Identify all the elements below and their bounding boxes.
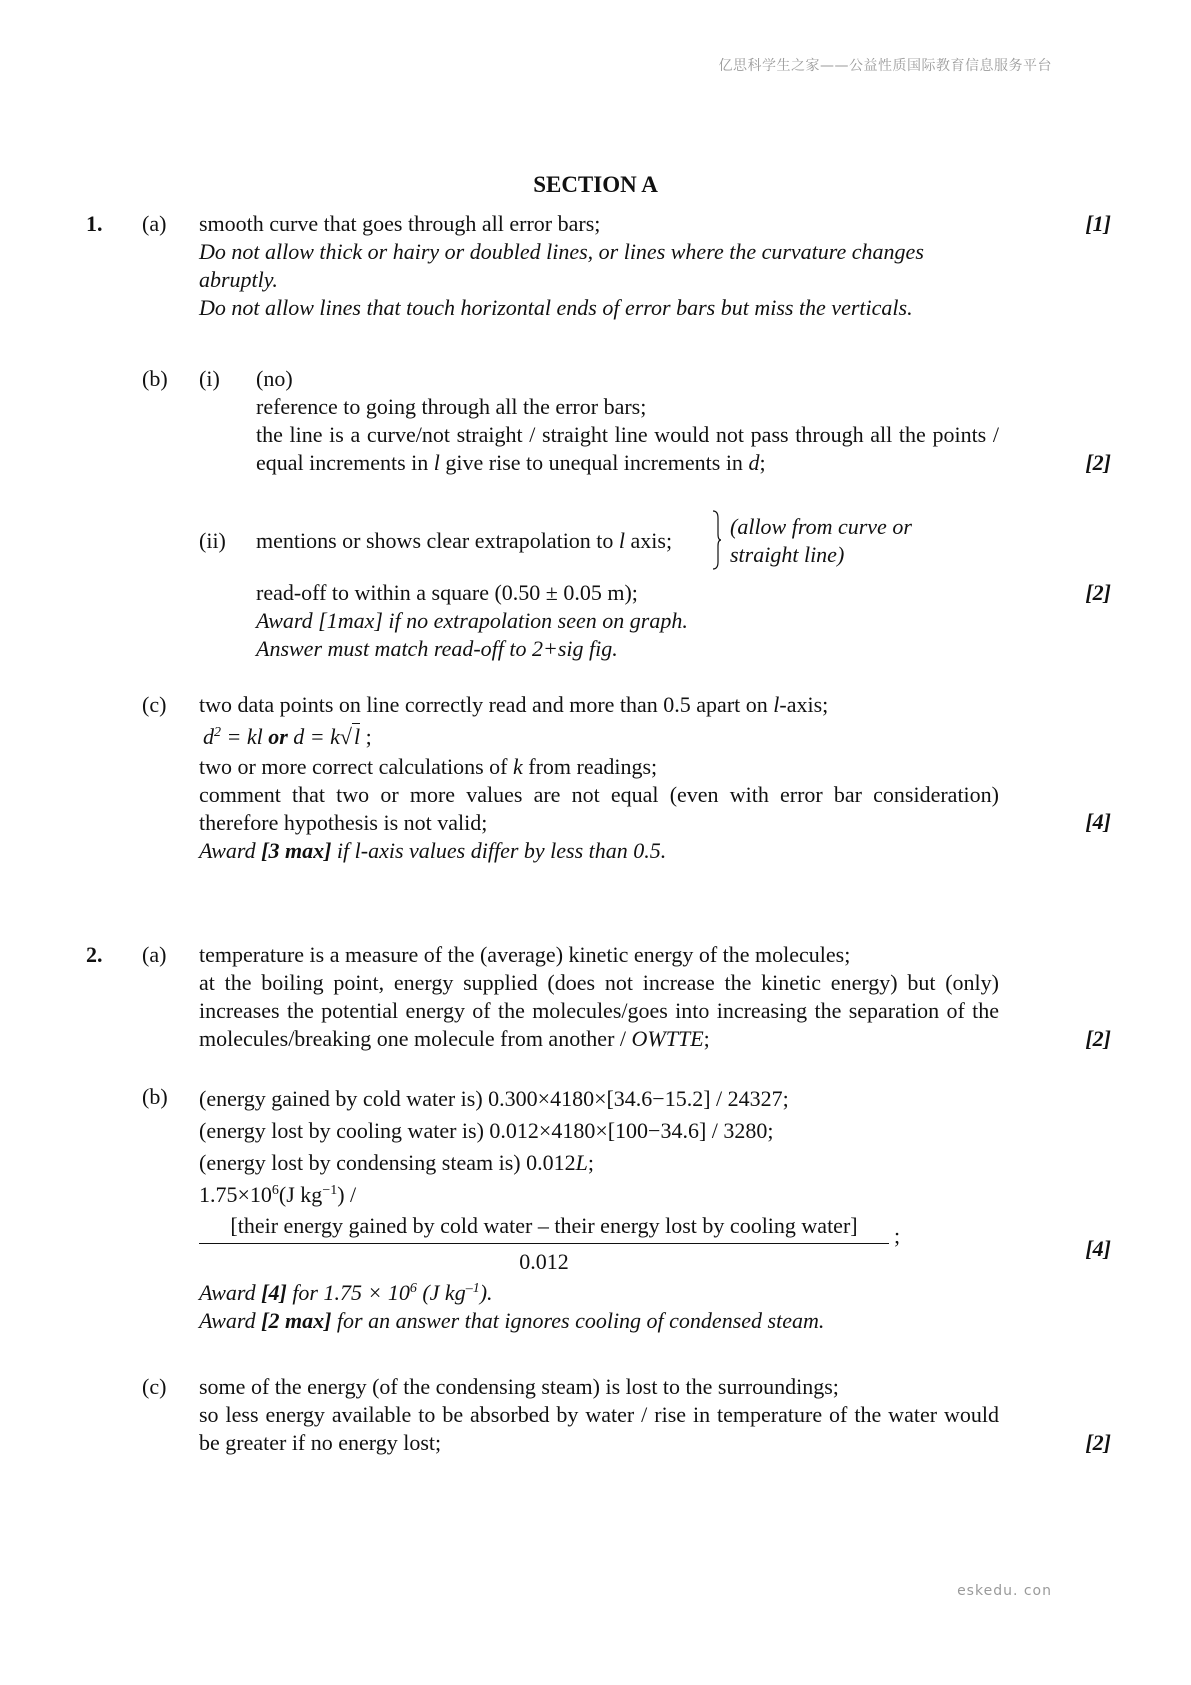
q1bii-brace-note-line2: straight line) bbox=[730, 542, 845, 567]
q1bii-line2: read-off to within a square (0.50 ± 0.05 m); bbox=[256, 580, 638, 605]
q2b-line4-exp: 6 bbox=[271, 1183, 279, 1198]
q2b-note1-c: for 1.75 × 10 bbox=[286, 1280, 410, 1305]
q1c-note-c: if l-axis values differ by less than 0.5. bbox=[331, 838, 667, 863]
q2a-line2-text: at the boiling point, energy supplied (does not increase the kinetic energy) but (only) increases the potential energy of the molecules/goes into increasing the separation of the molecules/breaking one molecule from another / bbox=[199, 970, 999, 1051]
q1b-i-answer bbox=[256, 365, 999, 477]
q2b-var-L: L bbox=[575, 1150, 588, 1175]
q1-part-a-label: (a) bbox=[142, 211, 167, 236]
q2b-line4-b: (J kg bbox=[278, 1182, 323, 1207]
q1bii-line1-text-a: mentions or shows clear extrapolation to bbox=[256, 528, 619, 553]
q1bi-line1: (no) bbox=[256, 366, 293, 391]
q2b-note2-c: for an answer that ignores cooling of condensed steam. bbox=[331, 1308, 825, 1333]
q1c-mark: [4] bbox=[1085, 809, 1111, 834]
section-title: SECTION A bbox=[533, 172, 658, 197]
q1a-line1: smooth curve that goes through all error bars; bbox=[199, 211, 601, 236]
q2b-note1-a: Award bbox=[199, 1280, 262, 1305]
q2b-line3 bbox=[199, 1147, 999, 1179]
q1-part-a-answer bbox=[199, 210, 999, 322]
q2a-line2 bbox=[199, 969, 999, 1053]
q2c-mark: [2] bbox=[1085, 1430, 1111, 1455]
eq-rest: = kl bbox=[221, 724, 269, 749]
q2b-line4-exp2: −1 bbox=[322, 1183, 338, 1198]
q1bi-var-l: l bbox=[433, 450, 440, 475]
q1c-line3-text-a: two or more correct calculations of bbox=[199, 754, 513, 779]
q2b-answer bbox=[199, 1083, 999, 1211]
q2b-note2-a: Award bbox=[199, 1308, 262, 1333]
q2a-line2-end: ; bbox=[703, 1026, 710, 1051]
q1c-line3-text-b: from readings; bbox=[522, 754, 658, 779]
q2b-line2: (energy lost by cooling water is) 0.012×4180×[100−34.6] / 3280; bbox=[199, 1118, 774, 1143]
q1bii-answer bbox=[256, 579, 999, 663]
q2b-mark: [4] bbox=[1085, 1236, 1111, 1261]
q1bii-brace-note-line1: (allow from curve or bbox=[730, 514, 912, 539]
q2b-note2 bbox=[199, 1307, 999, 1335]
q1bi-mark: [2] bbox=[1085, 450, 1111, 475]
q2b-note1-exp2: –1 bbox=[465, 1281, 480, 1296]
q2b-line4-a: 1.75×10 bbox=[199, 1182, 272, 1207]
q2b-note2-b: [2 max] bbox=[261, 1308, 332, 1333]
q2c-line2: so less energy available to be absorbed by water / rise in temperature of the water would be greater if no energy lost; bbox=[199, 1402, 999, 1455]
eq-d: d bbox=[203, 724, 214, 749]
q1c-line4: comment that two or more values are not equal (even with error bar consideration) therefore hypothesis is not valid; bbox=[199, 782, 999, 835]
q1c-line3 bbox=[199, 753, 999, 781]
q1a-mark: [1] bbox=[1085, 211, 1111, 236]
q2b-note1-exp: 6 bbox=[409, 1281, 417, 1296]
header-watermark: 亿思科学生之家——公益性质国际教育信息服务平台 bbox=[718, 58, 1052, 74]
q1a-note1: Do not allow thick or hairy or doubled lines, or lines where the curvature changes abruptly. bbox=[199, 239, 924, 292]
q2b-line1: (energy gained by cold water is) 0.300×4180×[34.6−15.2] / 24327; bbox=[199, 1086, 789, 1111]
q2c-answer bbox=[199, 1373, 999, 1457]
q2b-note1-d: (J kg bbox=[416, 1280, 466, 1305]
q1c-var-k: k bbox=[512, 754, 523, 779]
q2b-line4-c: ) / bbox=[337, 1182, 357, 1207]
q2b-line3-text-a: (energy lost by condensing steam is) 0.012 bbox=[199, 1150, 576, 1175]
question-number-2: 2. bbox=[86, 942, 103, 967]
q1c-var-l: l bbox=[773, 692, 780, 717]
q1bii-line1-text-b: axis; bbox=[625, 528, 673, 553]
q2b-line4 bbox=[199, 1179, 999, 1211]
q1a-note2: Do not allow lines that touch horizontal ends of error bars but miss the verticals. bbox=[199, 295, 913, 320]
q1bi-var-d: d bbox=[748, 450, 760, 475]
q2b-fraction-end: ; bbox=[894, 1223, 901, 1248]
q1c-equation bbox=[199, 723, 999, 751]
q1-part-c-label: (c) bbox=[142, 692, 167, 717]
q1c-line1-text-b: -axis; bbox=[779, 692, 829, 717]
eq-sqrt-l: l bbox=[354, 724, 361, 749]
q2b-note1-b: [4] bbox=[261, 1280, 287, 1305]
q2a-owtte: OWTTE bbox=[631, 1026, 704, 1051]
question-number-1: 1. bbox=[86, 211, 103, 236]
q1bii-brace-note bbox=[730, 513, 912, 569]
q2b-note1 bbox=[199, 1279, 999, 1307]
q1c-note bbox=[199, 837, 999, 865]
eq-or: or bbox=[268, 724, 288, 749]
q1bii-var-l: l bbox=[618, 528, 626, 553]
q1bi-line3-text-c: ; bbox=[759, 450, 766, 475]
q1c-line1-text-a: two data points on line correctly read and more than 0.5 apart on bbox=[199, 692, 774, 717]
q2b-fraction-bar bbox=[199, 1243, 889, 1244]
eq-exponent: 2 bbox=[214, 725, 221, 740]
q2a-answer bbox=[199, 941, 999, 1053]
q1c-note-b: [3 max] bbox=[261, 838, 332, 863]
q2a-mark: [2] bbox=[1085, 1026, 1111, 1051]
q1c-note-a: Award bbox=[199, 838, 262, 863]
sqrt-sign: √ bbox=[339, 724, 352, 749]
q2b-fraction-denominator: 0.012 bbox=[519, 1249, 569, 1274]
q2c-line1: some of the energy (of the condensing steam) is lost to the surroundings; bbox=[199, 1374, 839, 1399]
eq-d2: d = k bbox=[287, 724, 340, 749]
q1bii-note1: Award [1max] if no extrapolation seen on graph. bbox=[256, 608, 688, 633]
q1b-sub-ii-label: (ii) bbox=[199, 528, 226, 553]
q1c-line1 bbox=[199, 691, 999, 719]
q1bi-line3-text-b: give rise to unequal increments in bbox=[439, 450, 749, 475]
q1bii-note2: Answer must match read-off to 2+sig fig. bbox=[256, 636, 618, 661]
q1-part-b-label: (b) bbox=[142, 366, 168, 391]
q2-part-c-label: (c) bbox=[142, 1374, 167, 1399]
q2b-note1-e: ). bbox=[479, 1280, 493, 1305]
eq-end: ; bbox=[360, 724, 372, 749]
q2b-fraction-numerator: [their energy gained by cold water – their energy lost by cooling water] bbox=[230, 1213, 858, 1238]
q1bii-line1 bbox=[256, 527, 672, 555]
q2-part-b-label: (b) bbox=[142, 1084, 168, 1109]
right-brace bbox=[712, 510, 722, 570]
q2b-line3-text-b: ; bbox=[587, 1150, 594, 1175]
q2-part-a-label: (a) bbox=[142, 942, 167, 967]
q1bii-mark: [2] bbox=[1085, 580, 1111, 605]
q1b-sub-i-label: (i) bbox=[199, 366, 220, 391]
q1bi-line2: reference to going through all the error bars; bbox=[256, 394, 647, 419]
q2b-notes bbox=[199, 1279, 999, 1335]
footer-watermark: eskedu. con bbox=[957, 1583, 1052, 1599]
q2a-line1: temperature is a measure of the (average) kinetic energy of the molecules; bbox=[199, 942, 851, 967]
q1bi-line3-text-a: the line is a curve/not straight / straight line would not pass through all the points / equal increments in bbox=[256, 422, 999, 475]
q1c-answer bbox=[199, 691, 999, 865]
q1bi-line3 bbox=[256, 421, 999, 477]
